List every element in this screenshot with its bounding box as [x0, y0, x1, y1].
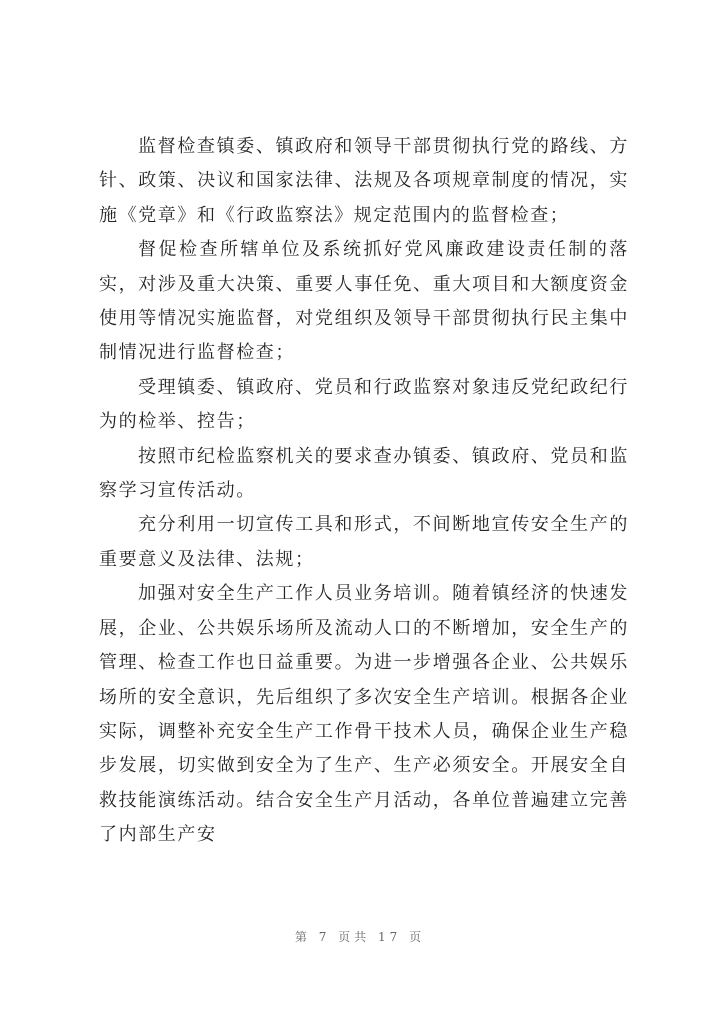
paragraph: 督促检查所辖单位及系统抓好党风廉政建设责任制的落实，对涉及重大决策、重要人事任免、重大项目和大额度资金使用等情况实施监督，对党组织及领导干部贯彻执行民主集中制情况进行监督检查； [99, 239, 629, 364]
paragraph: 监督检查镇委、镇政府和领导干部贯彻执行党的路线、方针、政策、决议和国家法律、法规及各项规章制度的情况，实施《党章》和《行政监察法》规定范围内的监督检查； [99, 136, 629, 226]
paragraph: 按照市纪检监察机关的要求查办镇委、镇政府、党员和监察学习宣传活动。 [99, 445, 629, 502]
paragraph: 加强对安全生产工作人员业务培训。随着镇经济的快速发展，企业、公共娱乐场所及流动人口的不断增加，安全生产的管理、检查工作也日益重要。为进一步增强各企业、公共娱乐场所的安全意识，先后组织了多次安全生产培训。根据各企业实际，调整补充安全生产工作骨干技术人员，确保企业生产稳步发展，切实做到安全为了生产、生产必须安全。开展安全自救技能演练活动。结合安全生产月活动，各单位普遍建立完善了内部生产安 [99, 583, 629, 846]
page-number: 第 7 页共 17 页 [294, 930, 426, 944]
paragraph: 充分利用一切宣传工具和形式，不间断地宣传安全生产的重要意义及法律、法规； [99, 514, 629, 570]
body-text [99, 130, 629, 853]
paragraph: 受理镇委、镇政府、党员和行政监察对象违反党纪政纪行为的检举、控告； [99, 376, 629, 433]
